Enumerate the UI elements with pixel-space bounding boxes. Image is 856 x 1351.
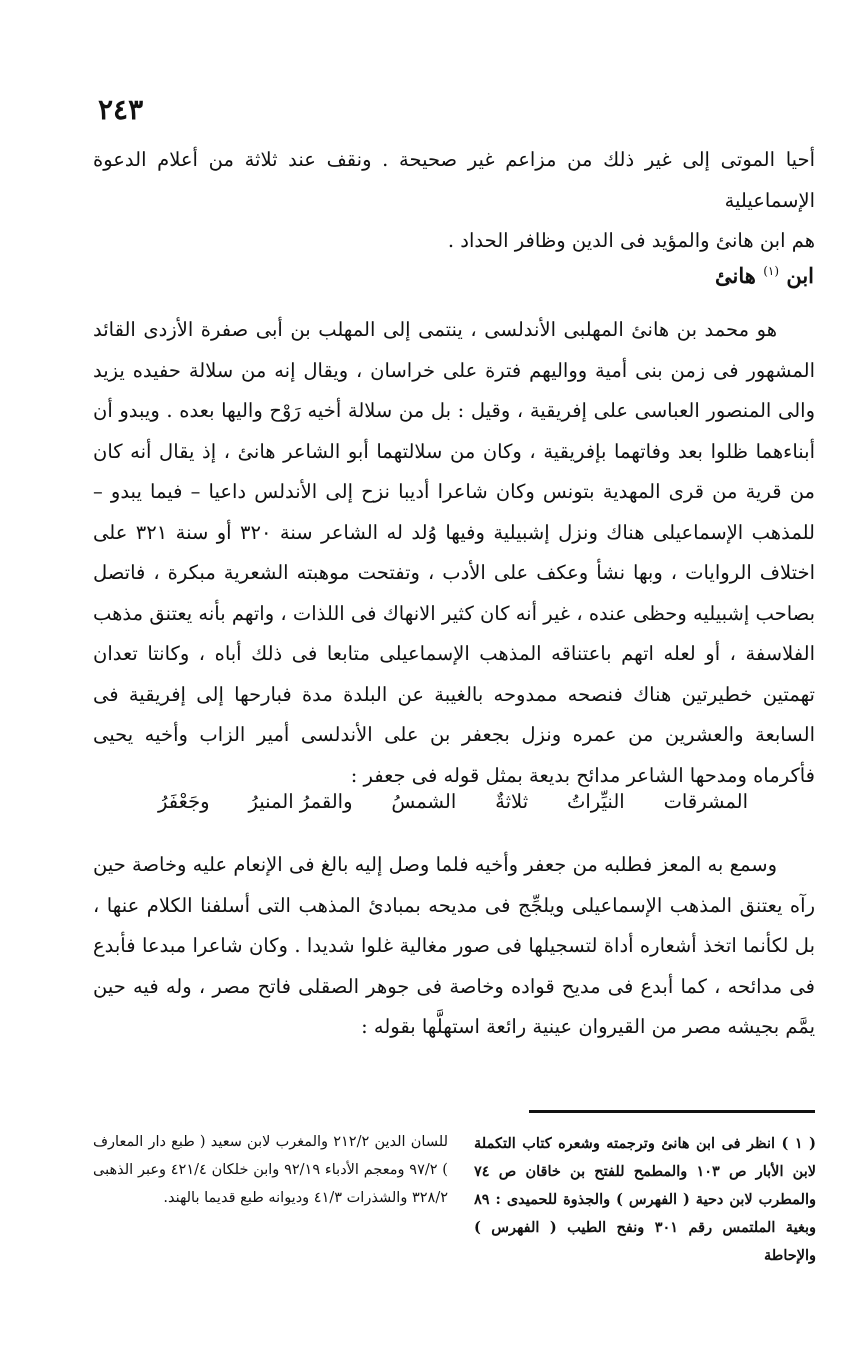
footnote-marker: (١) <box>763 264 780 278</box>
verse-word: والقمرُ المنيرُ <box>248 790 353 813</box>
continuation-paragraph <box>93 845 815 1048</box>
intro-line: أحيا الموتى إلى غير ذلك من مزاعم غير صحيحة . ونقف عند ثلاثة من أعلام الدعوة الإسماعيلية <box>93 148 815 212</box>
footnote-left-column <box>93 1128 448 1212</box>
verse-word: النيِّراتُ <box>567 790 625 813</box>
heading-pre: ابن <box>786 263 814 288</box>
footnote-text: للسان الدين ٢١٢/٢ والمغرب لابن سعيد ( طبع دار المعارف ) ٩٧/٢ ومعجم الأدباء ٩٢/١٩ وابن خلكان ٤٢١/٤ وعبر الذهبى ٣٢٨/٢ والشذرات ٤١/٣ وديوانه طبع قديما بالهند. <box>93 1134 448 1206</box>
paragraph-text: وسمع به المعز فطلبه من جعفر وأخيه فلما وصل إليه بالغ فى الإنعام عليه وخاصة حين رآه يعتنق المذهب الإسماعيلى ويلجِّج فى مديحه بمبادئ المذهب التى أسلفنا الكلام عنها ، بل لكأنما اتخذ أشعاره أداة لتسجيلها فى صور مغالية غلوا شديدا . وكان شاعرا مبدعا فأبدع فى مدائحه ، كما أبدع فى مديح قواده وخاصة فى جوهر الصقلى فاتح مصر ، وله فيه حين يمَّم بجيشه مصر من القيروان عينية رائعة استهلَّها بقوله : <box>93 853 815 1038</box>
footnote-text: ( ١ ) انظر فى ابن هانئ وترجمته وشعره كتاب التكملة لابن الأبار ص ١٠٣ والمطمح للفتح بن خاقان ص ٧٤ والمطرب لابن دحية ( الفهرس ) والجذوة للحميدى : ٨٩ وبغية الملتمس رقم ٣٠١ ونفح الطيب ( الفهرس ) والإحاطة <box>474 1135 816 1264</box>
verse-word: ثلاثةٌ <box>495 790 529 813</box>
poetry-verse <box>158 790 748 813</box>
footnote-divider <box>529 1110 815 1113</box>
section-heading <box>715 263 814 288</box>
intro-paragraph <box>93 140 815 262</box>
paragraph-text: هو محمد بن هانئ المهلبى الأندلسى ، ينتمى إلى المهلب بن أبى صفرة الأزدى القائد المشهور فى زمن بنى أمية وواليهم فترة على خراسان ، ويقال إنه من سلالة حفيده يزيد والى المنصور العباسى على إفريقية ، وقيل : بل من سلالة أخيه رَوْح واليها بعده . ويبدو أن أبناءهما ظلوا بعد وفاتهما بإفريقية ، وكان من سلالتهما أبو الشاعر هانئ ، إذ يقال أنه كان من قرية من قرى المهدية بتونس وكان شاعرا أديبا نزح إلى الأندلس داعيا – فيما يبدو – للمذهب الإسماعيلى هناك ونزل إشبيلية وفيها وُلد له الشاعر سنة ٣٢٠ أو سنة ٣٢١ على اختلاف الروايات ، وبها نشأ وعكف على الأدب ، وتفتحت موهبته الشعرية مبكرة ، فاتصل بصاحب إشبيليه وحظى عنده ، غير أنه كان كثير الانهاك فى اللذات ، واتهم بأنه يعتنق مذهب الفلاسفة ، أو لعله اتهم باعتناقه المذهب الإسماعيلى متابعا فى ذلك أباه ، وكانتا تعدان تهمتين خطيرتين هناك فنصحه ممدوحه بالغيبة عن البلدة مدة فبارحها إلى إفريقية فى السابعة والعشرين من عمره ونزل بجعفر بن على الأندلسى أمير الزاب وأخيه يحيى فأكرماه ومدحها الشاعر مدائح بديعة بمثل قوله فى جعفر : <box>93 318 815 787</box>
page-number: ٢٤٣ <box>98 93 144 126</box>
footnote-right-column <box>474 1130 816 1270</box>
verse-word: المشرقات <box>663 790 748 813</box>
heading-post: هانئ <box>715 263 756 288</box>
biography-paragraph <box>93 310 815 796</box>
verse-word: وجَعْفَرُ <box>158 790 210 813</box>
verse-word: الشمسُ <box>391 790 457 813</box>
intro-line: هم ابن هانئ والمؤيد فى الدين وظافر الحداد . <box>447 229 815 252</box>
